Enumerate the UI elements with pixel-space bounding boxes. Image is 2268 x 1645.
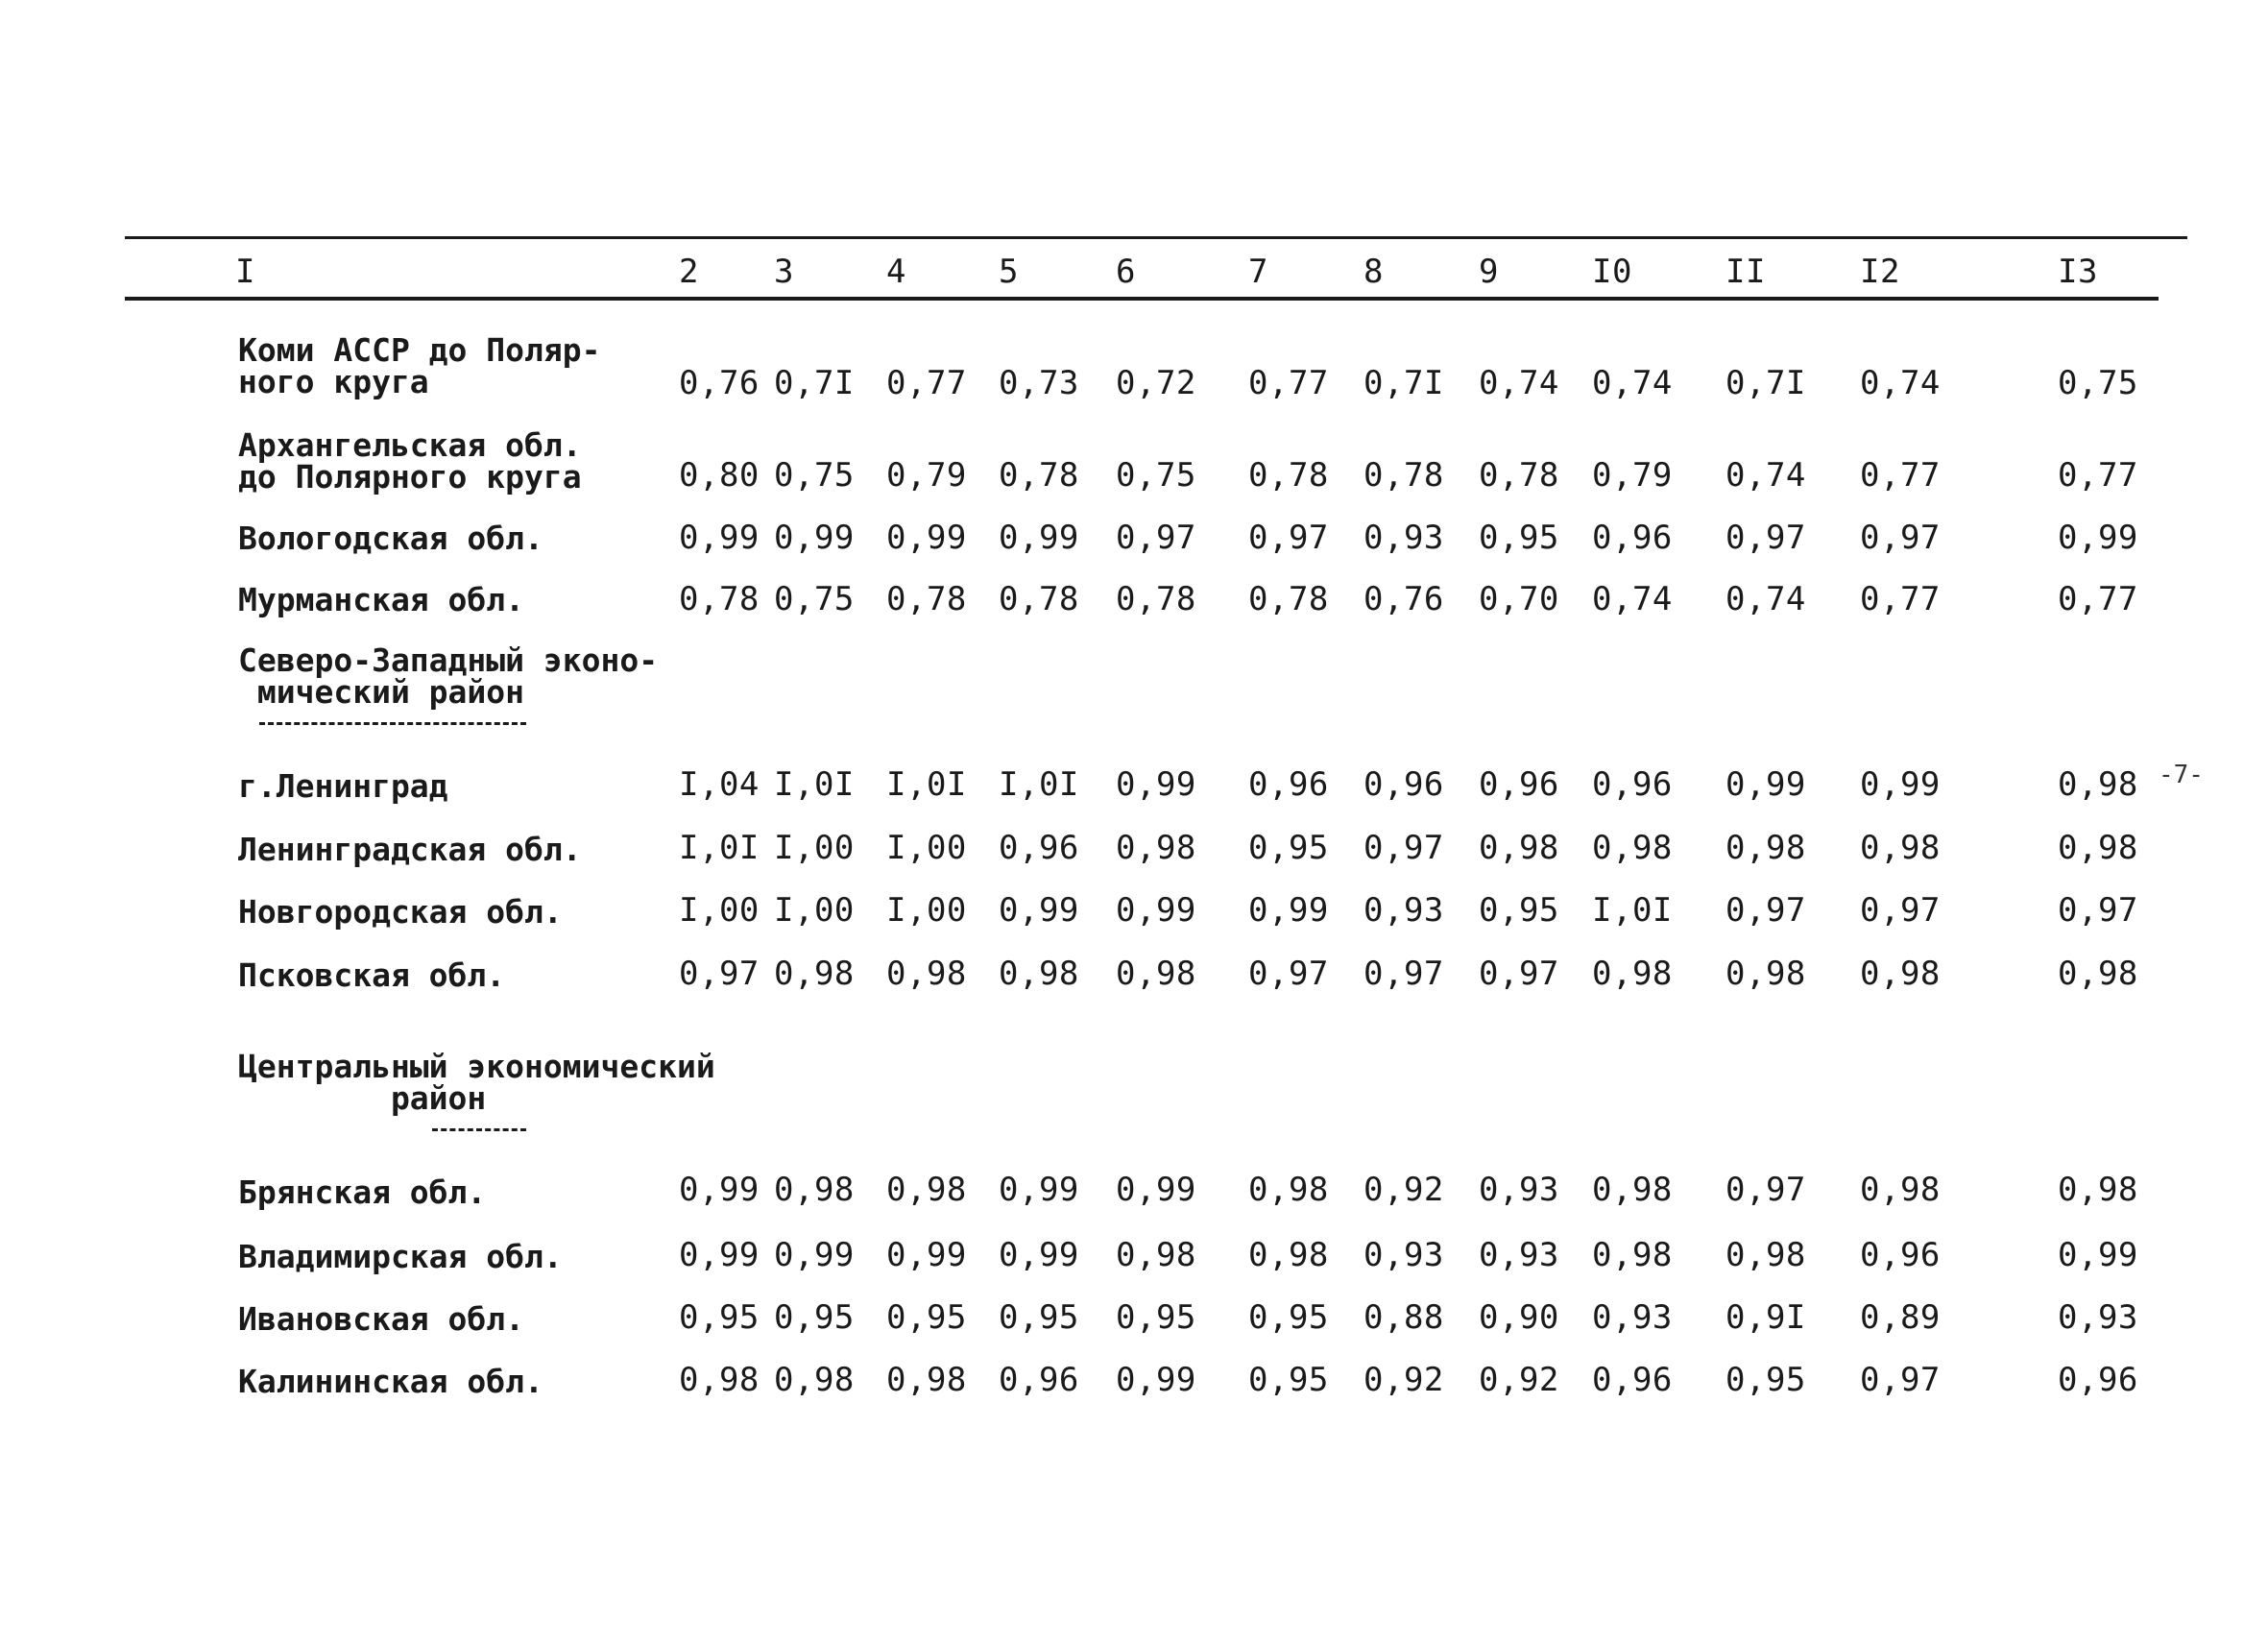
table-cell: 0,96 (999, 1361, 1079, 1399)
table-cell: 0,97 (1116, 519, 1196, 557)
table-cell: I,00 (774, 891, 855, 930)
section-heading: Северо-Западный эконо- мический район (238, 641, 659, 711)
table-cell: 0,98 (2058, 1171, 2138, 1209)
table-cell: 0,93 (1363, 519, 1444, 557)
table-cell: 0,75 (774, 456, 855, 495)
table-cell: 0,78 (1248, 580, 1329, 618)
table-cell: 0,98 (1479, 829, 1559, 867)
table-cell: 0,99 (999, 519, 1079, 557)
table-cell: 0,95 (1248, 1298, 1329, 1337)
table-cell: 0,98 (1116, 955, 1196, 993)
section-underline (432, 1128, 526, 1131)
page-number-mark: -7- (2159, 761, 2204, 789)
column-header: 4 (886, 253, 906, 291)
table-cell: 0,96 (1860, 1236, 1941, 1274)
table-cell: 0,98 (1860, 829, 1941, 867)
table-cell: 0,78 (886, 580, 967, 618)
table-cell: 0,93 (1592, 1298, 1673, 1337)
table-cell: 0,99 (679, 519, 760, 557)
column-header: 8 (1363, 253, 1384, 291)
table-cell: 0,99 (1116, 1171, 1196, 1209)
table-cell: 0,89 (1860, 1298, 1941, 1337)
table-cell: 0,95 (999, 1298, 1079, 1337)
row-label: Псковская обл. (238, 956, 506, 994)
table-cell: 0,96 (999, 829, 1079, 867)
table-cell: 0,95 (679, 1298, 760, 1337)
table-cell: 0,99 (679, 1236, 760, 1274)
table-cell: 0,77 (2058, 580, 2138, 618)
table-cell: 0,70 (1479, 580, 1559, 618)
table-cell: 0,77 (1860, 580, 1941, 618)
table-cell: 0,98 (1248, 1171, 1329, 1209)
table-cell: 0,77 (2058, 456, 2138, 495)
table-cell: 0,88 (1363, 1298, 1444, 1337)
column-header: I (235, 253, 255, 291)
table-cell: 0,98 (999, 955, 1079, 993)
table-cell: 0,9I (1725, 1298, 1806, 1337)
table-cell: 0,7I (774, 364, 855, 402)
table-cell: 0,80 (679, 456, 760, 495)
table-cell: 0,98 (1725, 1236, 1806, 1274)
table-cell: 0,78 (1479, 456, 1559, 495)
table-cell: 0,98 (886, 1361, 967, 1399)
table-cell: 0,78 (679, 580, 760, 618)
section-heading: Центральный экономический район (238, 1048, 715, 1117)
table-cell: 0,98 (1116, 1236, 1196, 1274)
table-cell: 0,74 (1479, 364, 1559, 402)
table-cell: 0,78 (1116, 580, 1196, 618)
table-cell: 0,97 (1725, 519, 1806, 557)
table-cell: 0,97 (1860, 891, 1941, 930)
column-header: 9 (1479, 253, 1499, 291)
table-cell: 0,97 (1363, 955, 1444, 993)
section-underline (259, 722, 526, 725)
table-cell: 0,75 (774, 580, 855, 618)
table-cell: 0,97 (2058, 891, 2138, 930)
row-label: Коми АССР до Поляр- ного круга (238, 331, 601, 400)
row-label: Вологодская обл. (238, 520, 543, 557)
row-label: Архангельская обл. до Полярного круга (238, 426, 582, 496)
row-label: Ленинградская обл. (238, 831, 582, 868)
table-cell: 0,95 (1248, 829, 1329, 867)
table-cell: 0,96 (1592, 1361, 1673, 1399)
column-header: I3 (2058, 253, 2098, 291)
table-cell: 0,93 (2058, 1298, 2138, 1337)
table-top-rule (125, 236, 2187, 239)
table-cell: 0,99 (999, 1171, 1079, 1209)
table-cell: 0,95 (774, 1298, 855, 1337)
table-cell: 0,97 (1248, 955, 1329, 993)
table-cell: I,00 (886, 891, 967, 930)
table-cell: 0,92 (1363, 1361, 1444, 1399)
table-cell: I,0I (1592, 891, 1673, 930)
table-cell: I,0I (999, 765, 1079, 804)
table-cell: 0,93 (1479, 1236, 1559, 1274)
table-cell: 0,98 (1592, 1236, 1673, 1274)
table-cell: 0,99 (774, 519, 855, 557)
table-cell: 0,98 (774, 1361, 855, 1399)
table-cell: I,04 (679, 765, 760, 804)
table-cell: I,00 (774, 829, 855, 867)
table-cell: 0,98 (1248, 1236, 1329, 1274)
row-label: Новгородская обл. (238, 893, 563, 931)
table-cell: 0,95 (1479, 891, 1559, 930)
table-cell: 0,99 (1725, 765, 1806, 804)
table-cell: 0,99 (1116, 765, 1196, 804)
column-header: 6 (1116, 253, 1136, 291)
table-cell: 0,99 (1860, 765, 1941, 804)
column-header: II (1725, 253, 1766, 291)
row-label: Калининская обл. (238, 1363, 543, 1400)
column-header: 7 (1248, 253, 1268, 291)
table-header-rule (125, 297, 2159, 301)
table-cell: 0,96 (1363, 765, 1444, 804)
table-cell: 0,97 (1363, 829, 1444, 867)
table-cell: 0,96 (2058, 1361, 2138, 1399)
table-cell: 0,99 (679, 1171, 760, 1209)
table-cell: 0,98 (1725, 955, 1806, 993)
table-cell: 0,78 (999, 580, 1079, 618)
table-cell: 0,98 (886, 1171, 967, 1209)
table-cell: I,0I (774, 765, 855, 804)
table-cell: 0,96 (1479, 765, 1559, 804)
table-cell: 0,97 (1860, 1361, 1941, 1399)
table-cell: 0,96 (1592, 519, 1673, 557)
table-cell: 0,78 (999, 456, 1079, 495)
table-cell: I,0I (679, 829, 760, 867)
table-cell: 0,98 (886, 955, 967, 993)
table-cell: I,0I (886, 765, 967, 804)
table-cell: 0,98 (1592, 1171, 1673, 1209)
table-cell: 0,77 (886, 364, 967, 402)
table-cell: 0,92 (1479, 1361, 1559, 1399)
table-cell: 0,78 (1363, 456, 1444, 495)
table-cell: 0,99 (774, 1236, 855, 1274)
table-cell: 0,79 (886, 456, 967, 495)
column-header: I2 (1860, 253, 1900, 291)
table-cell: 0,90 (1479, 1298, 1559, 1337)
table-cell: 0,74 (1725, 580, 1806, 618)
table-cell: 0,95 (1725, 1361, 1806, 1399)
table-cell: 0,97 (1725, 891, 1806, 930)
row-label: Ивановская обл. (238, 1300, 525, 1338)
row-label: г.Ленинград (238, 767, 448, 805)
table-cell: 0,74 (1592, 580, 1673, 618)
table-cell: 0,98 (1860, 955, 1941, 993)
table-cell: 0,74 (1592, 364, 1673, 402)
table-cell: 0,98 (679, 1361, 760, 1399)
table-cell: 0,76 (1363, 580, 1444, 618)
table-cell: 0,76 (679, 364, 760, 402)
table-cell: 0,96 (1248, 765, 1329, 804)
table-cell: 0,77 (1860, 456, 1941, 495)
table-cell: 0,98 (2058, 955, 2138, 993)
table-cell: 0,98 (1592, 829, 1673, 867)
table-cell: 0,99 (999, 891, 1079, 930)
row-label: Брянская обл. (238, 1173, 487, 1211)
table-cell: 0,72 (1116, 364, 1196, 402)
table-cell: 0,95 (886, 1298, 967, 1337)
table-cell: 0,74 (1725, 456, 1806, 495)
table-cell: 0,79 (1592, 456, 1673, 495)
table-cell: 0,97 (679, 955, 760, 993)
table-cell: 0,99 (999, 1236, 1079, 1274)
table-cell: 0,98 (774, 1171, 855, 1209)
table-cell: 0,99 (886, 519, 967, 557)
table-cell: 0,98 (1592, 955, 1673, 993)
table-cell: 0,99 (2058, 519, 2138, 557)
table-cell: 0,77 (1248, 364, 1329, 402)
table-cell: 0,99 (1116, 891, 1196, 930)
column-header: 3 (774, 253, 794, 291)
table-cell: 0,97 (1479, 955, 1559, 993)
table-cell: 0,98 (1725, 829, 1806, 867)
row-label: Мурманская обл. (238, 581, 525, 618)
row-label: Владимирская обл. (238, 1238, 563, 1275)
table-cell: I,00 (886, 829, 967, 867)
table-cell: 0,97 (1248, 519, 1329, 557)
column-header: 5 (999, 253, 1019, 291)
table-cell: 0,73 (999, 364, 1079, 402)
column-header: 2 (679, 253, 699, 291)
table-cell: 0,98 (1860, 1171, 1941, 1209)
table-cell: 0,75 (2058, 364, 2138, 402)
table-cell: 0,95 (1116, 1298, 1196, 1337)
table-cell: 0,97 (1860, 519, 1941, 557)
table-cell: 0,99 (2058, 1236, 2138, 1274)
table-cell: 0,92 (1363, 1171, 1444, 1209)
table-cell: 0,98 (1116, 829, 1196, 867)
table-cell: 0,98 (774, 955, 855, 993)
table-cell: 0,93 (1479, 1171, 1559, 1209)
table-cell: 0,74 (1860, 364, 1941, 402)
table-cell: 0,75 (1116, 456, 1196, 495)
table-cell: 0,95 (1248, 1361, 1329, 1399)
table-cell: I,00 (679, 891, 760, 930)
column-header: I0 (1592, 253, 1632, 291)
table-cell: 0,7I (1725, 364, 1806, 402)
table-cell: 0,93 (1363, 1236, 1444, 1274)
table-cell: 0,7I (1363, 364, 1444, 402)
table-cell: 0,93 (1363, 891, 1444, 930)
table-cell: 0,99 (1248, 891, 1329, 930)
table-cell: 0,98 (2058, 829, 2138, 867)
table-cell: 0,99 (886, 1236, 967, 1274)
table-cell: 0,78 (1248, 456, 1329, 495)
table-cell: 0,96 (1592, 765, 1673, 804)
table-cell: 0,98 (2058, 765, 2138, 804)
table-cell: 0,95 (1479, 519, 1559, 557)
table-cell: 0,97 (1725, 1171, 1806, 1209)
table-cell: 0,99 (1116, 1361, 1196, 1399)
